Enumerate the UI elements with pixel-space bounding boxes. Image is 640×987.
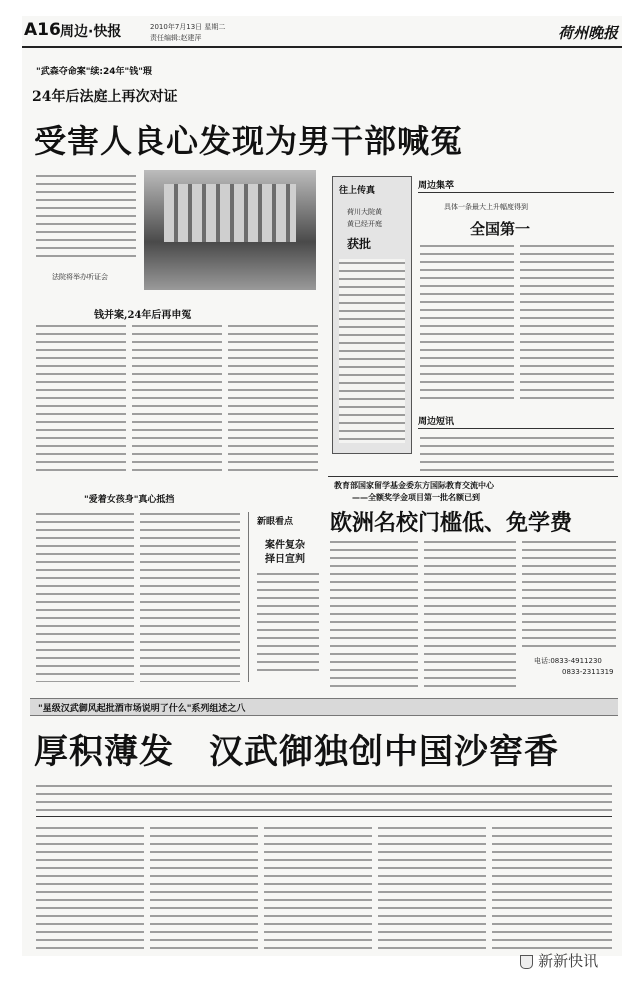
brief1-line1: 荷川大院黄 bbox=[347, 208, 382, 216]
story1-kicker: "武森夺命案"续:24年"钱"瑕 bbox=[36, 67, 152, 77]
story3-intro bbox=[36, 782, 612, 812]
story3-col3 bbox=[264, 824, 372, 950]
story2-box-title-2: 择日宣判 bbox=[265, 554, 305, 565]
brief2-title: 全国第一 bbox=[470, 220, 531, 238]
study-kicker-2: ——全额奖学金项目第一批名额已到 bbox=[352, 493, 480, 502]
study-phone-2: 0833-2311319 bbox=[562, 668, 614, 676]
shield-icon bbox=[520, 955, 533, 969]
story2-box-title-1: 案件复杂 bbox=[265, 540, 305, 551]
story3-rule bbox=[36, 816, 612, 817]
brief2-subtitle: 具体一条最大上升幅度得到 bbox=[444, 203, 528, 211]
page-number: A16 bbox=[24, 20, 61, 40]
study-title: 欧洲名校门槛低、免学费 bbox=[330, 511, 573, 536]
brief1-tag: 往上传真 bbox=[339, 186, 376, 196]
brief2-col1 bbox=[420, 242, 514, 402]
story1-subtitle: 24年后法庭上再次对证 bbox=[32, 89, 178, 105]
story1-title: 受害人良心发现为男干部喊冤 bbox=[34, 122, 464, 160]
brief1-title: 获批 bbox=[347, 237, 372, 251]
story1-lead-text bbox=[36, 172, 136, 260]
story2-box-tag: 新眼看点 bbox=[257, 517, 294, 527]
story3-title: 厚积薄发 汉武御独创中国沙窖香 bbox=[34, 732, 559, 772]
brief3-tag: 周边短讯 bbox=[418, 417, 455, 427]
watermark-text: 新新快讯 bbox=[538, 952, 599, 970]
story2-box-text bbox=[257, 570, 319, 676]
story1-photo-caption: 法院将举办听证会 bbox=[52, 273, 108, 281]
story1-section-heading: 钱并案,24年后再申冤 bbox=[94, 310, 192, 321]
study-col2 bbox=[424, 538, 516, 688]
study-col1 bbox=[330, 538, 418, 688]
series-banner-text: "星级汉武御风起批酒市场说明了什么"系列组述之八 bbox=[38, 704, 246, 714]
brief3-rule bbox=[418, 428, 614, 429]
story2-col2 bbox=[140, 510, 240, 682]
watermark bbox=[520, 950, 598, 971]
study-col3 bbox=[522, 538, 616, 648]
series-banner bbox=[30, 698, 618, 716]
story3-col2 bbox=[150, 824, 258, 950]
study-kicker-1: 教育部国家留学基金委东方国际教育交流中心 bbox=[334, 481, 494, 490]
story1-col3 bbox=[228, 322, 318, 472]
story3-col4 bbox=[378, 824, 486, 950]
editor-line: 责任编辑:赵建萍 bbox=[150, 34, 202, 42]
date-line: 2010年7月13日 星期二 bbox=[150, 23, 226, 31]
brief3-text bbox=[420, 434, 614, 476]
study-top-rule bbox=[328, 476, 618, 477]
brief2-tag: 周边集萃 bbox=[418, 181, 455, 191]
section-name: 周边·快报 bbox=[60, 24, 122, 40]
story3-col1 bbox=[36, 824, 144, 950]
brief1-line2: 黄已经开庭 bbox=[347, 220, 382, 228]
brief2-rule bbox=[418, 192, 614, 193]
story1-col2 bbox=[132, 322, 222, 472]
newspaper-page bbox=[22, 16, 622, 956]
story1-photo bbox=[144, 170, 316, 290]
brief1-text bbox=[339, 259, 405, 443]
photo-building bbox=[164, 184, 296, 242]
story2-col1 bbox=[36, 510, 134, 682]
brief1-box bbox=[332, 176, 412, 454]
story2-sidebar bbox=[248, 512, 323, 682]
study-phone-1: 电话:0833-4911230 bbox=[534, 657, 602, 665]
brief2-col2 bbox=[520, 242, 614, 402]
story1-col1 bbox=[36, 322, 126, 472]
page-header bbox=[22, 16, 622, 48]
masthead-logo: 荷州晚报 bbox=[557, 24, 618, 42]
story3-col5 bbox=[492, 824, 612, 950]
story2-kicker: "爱着女孩身"真心抵挡 bbox=[84, 495, 175, 505]
